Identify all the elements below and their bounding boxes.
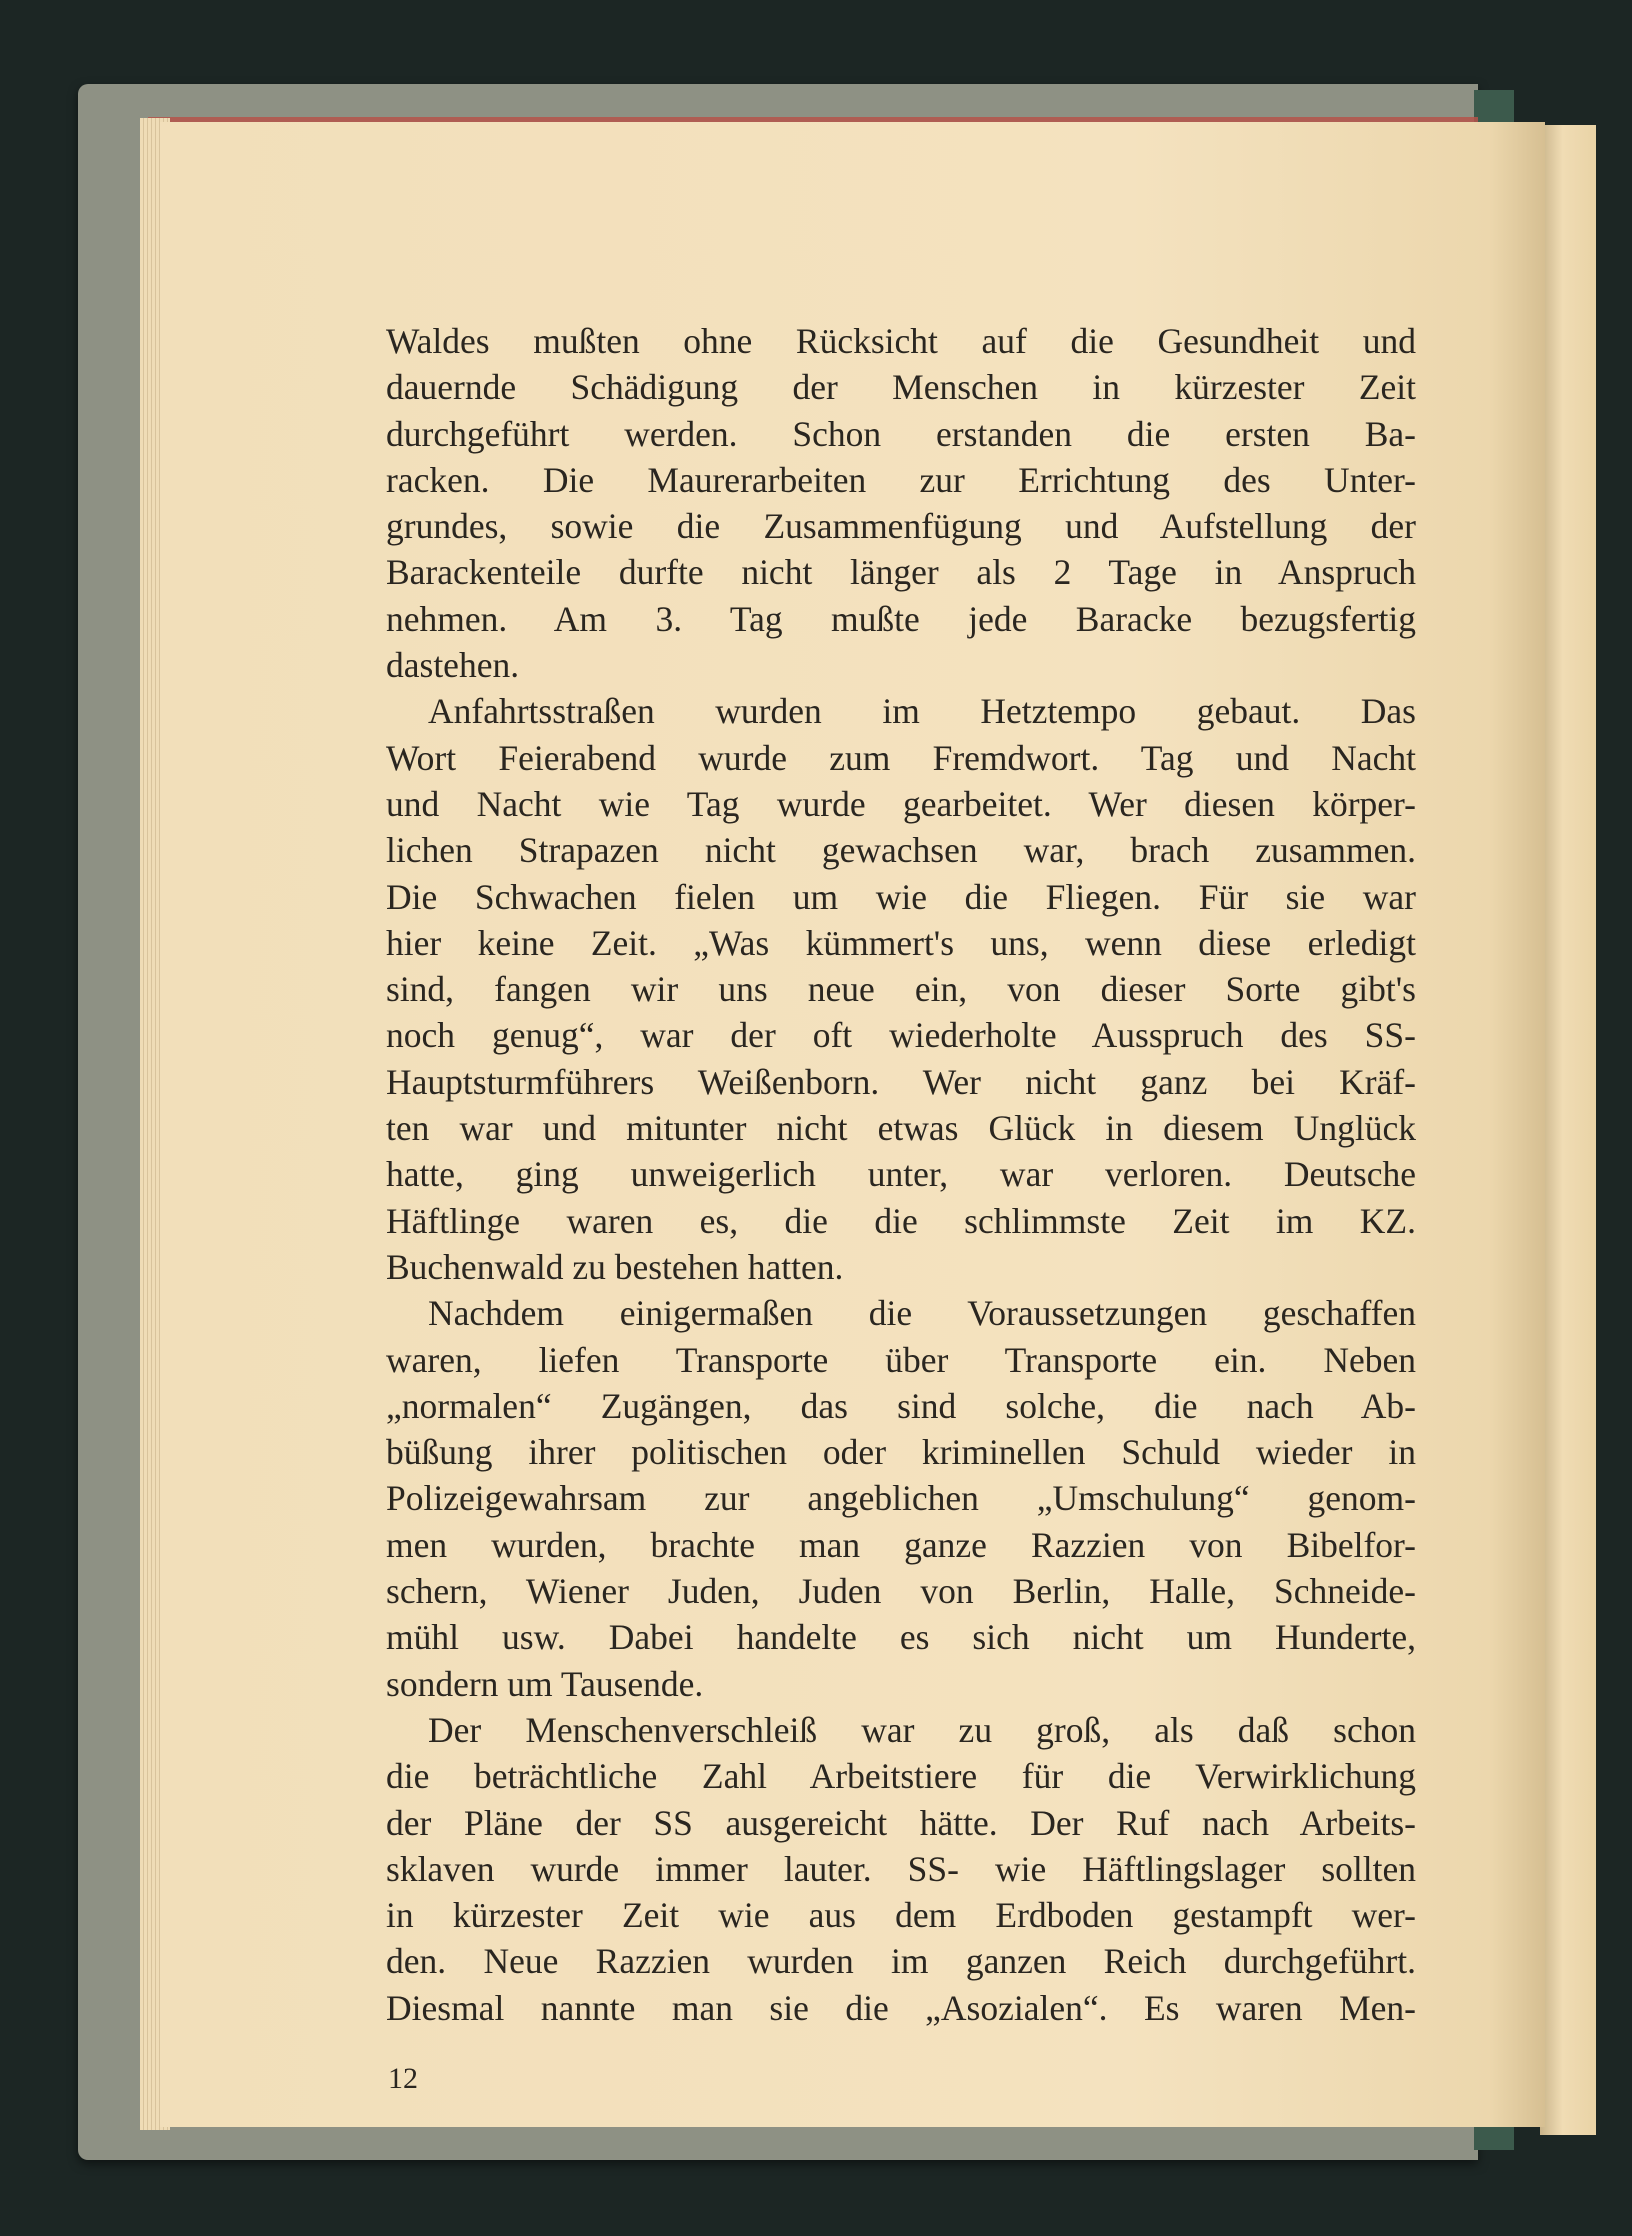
text-line: sondern um Tausende. bbox=[386, 1663, 704, 1704]
text-line: und Nacht wie Tag wurde gearbeitet. Wer diesen körper- bbox=[386, 783, 1416, 824]
text-line: Waldes mußten ohne Rücksicht auf die Gesundheit und bbox=[386, 321, 1416, 361]
text-line: waren, liefen Transporte über Transporte ein. Neben bbox=[386, 1339, 1416, 1380]
text-line: durchgeführt werden. Schon erstanden die ersten Ba- bbox=[386, 413, 1416, 454]
text-line: men wurden, brachte man ganze Razzien von Bibelfor- bbox=[386, 1524, 1416, 1565]
paragraphs bbox=[386, 318, 1416, 2031]
text-line: dauernde Schädigung der Menschen in kürzester Zeit bbox=[386, 367, 1416, 408]
text-line: Nachdem einigermaßen die Voraussetzungen geschaffen bbox=[428, 1293, 1416, 1334]
text-line: noch genug“, war der oft wiederholte Ausspruch des SS- bbox=[386, 1015, 1416, 1056]
text-line: „normalen“ Zugängen, das sind solche, die nach Ab- bbox=[386, 1385, 1416, 1426]
text-line: in kürzester Zeit wie aus dem Erdboden gestampft wer- bbox=[386, 1895, 1416, 1936]
body-text bbox=[386, 318, 1416, 2097]
facing-page-edge bbox=[1540, 125, 1596, 2135]
text-line: Buchenwald zu bestehen hatten. bbox=[386, 1246, 844, 1287]
text-line: Diesmal nannte man sie die „Asozialen“. Es waren Men- bbox=[386, 1987, 1416, 2028]
page-number: 12 bbox=[388, 2061, 418, 2095]
text-line: Der Menschenverschleiß war zu groß, als daß schon bbox=[428, 1709, 1416, 1750]
paragraph bbox=[386, 688, 1416, 1290]
text-line: hatte, ging unweigerlich unter, war verloren. Deutsche bbox=[386, 1154, 1416, 1195]
text-line: racken. Die Maurerarbeiten zur Errichtung des Unter- bbox=[386, 459, 1416, 500]
text-line: sklaven wurde immer lauter. SS- wie Häftlingslager sollten bbox=[386, 1848, 1416, 1889]
text-line: lichen Strapazen nicht gewachsen war, brach zusammen. bbox=[386, 830, 1416, 871]
text-line: Wort Feierabend wurde zum Fremdwort. Tag und Nacht bbox=[386, 737, 1416, 778]
text-line: nehmen. Am 3. Tag mußte jede Baracke bezugsfertig bbox=[386, 598, 1416, 639]
text-line: schern, Wiener Juden, Juden von Berlin, Halle, Schneide- bbox=[386, 1571, 1416, 1612]
text-line: Anfahrtsstraßen wurden im Hetztempo gebaut. Das bbox=[428, 691, 1416, 732]
text-line: Hauptsturmführers Weißenborn. Wer nicht ganz bei Kräf- bbox=[386, 1061, 1416, 1102]
text-line: Häftlinge waren es, die die schlimmste Zeit im KZ. bbox=[386, 1200, 1416, 1241]
paragraph bbox=[386, 1707, 1416, 2031]
text-line: büßung ihrer politischen oder kriminellen Schuld wieder in bbox=[386, 1432, 1416, 1473]
text-line: grundes, sowie die Zusammenfügung und Aufstellung der bbox=[386, 506, 1416, 547]
text-line: die beträchtliche Zahl Arbeitstiere für die Verwirklichung bbox=[386, 1756, 1416, 1797]
text-line: Polizeigewahrsam zur angeblichen „Umschulung“ genom- bbox=[386, 1478, 1416, 1519]
text-line: sind, fangen wir uns neue ein, von dieser Sorte gibt's bbox=[386, 969, 1416, 1010]
paragraph bbox=[386, 1290, 1416, 1707]
text-line: ten war und mitunter nicht etwas Glück in diesem Unglück bbox=[386, 1108, 1416, 1149]
text-line: dastehen. bbox=[386, 645, 520, 686]
text-line: hier keine Zeit. „Was kümmert's uns, wenn diese erledigt bbox=[386, 922, 1416, 963]
paragraph bbox=[386, 318, 1416, 688]
text-line: Barackenteile durfte nicht länger als 2 Tage in Anspruch bbox=[386, 552, 1416, 593]
text-line: der Pläne der SS ausgereicht hätte. Der Ruf nach Arbeits- bbox=[386, 1802, 1416, 1843]
text-line: mühl usw. Dabei handelte es sich nicht um Hunderte, bbox=[386, 1617, 1416, 1658]
text-line: Die Schwachen fielen um wie die Fliegen. Für sie war bbox=[386, 876, 1416, 917]
text-line: den. Neue Razzien wurden im ganzen Reich durchgeführt. bbox=[386, 1941, 1416, 1982]
